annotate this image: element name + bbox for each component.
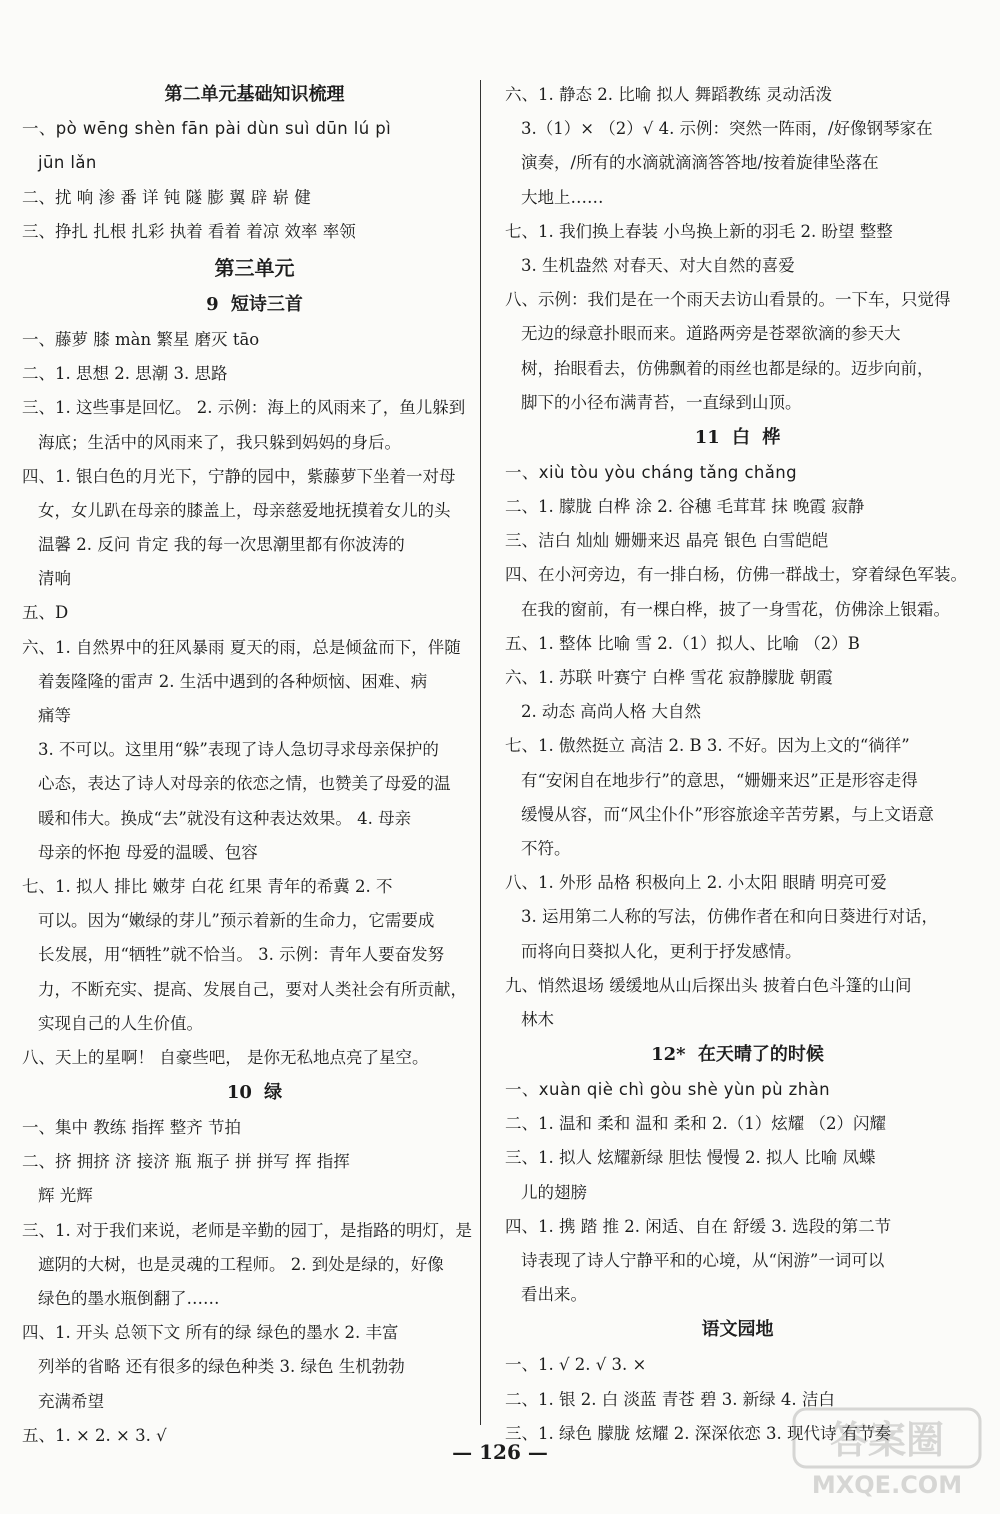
answer-line-continued: 长发展，用“牺牲”就不恰当。 3. 示例：青年人要奋发努 <box>38 945 445 965</box>
answer-line: 三、1. 这些事是回忆。 2. 示例：海上的风雨来了，鱼儿躲到 <box>22 398 466 418</box>
column-divider <box>480 80 481 1425</box>
answer-line-continued: 海底；生活中的风雨来了，我只躲到妈妈的身后。 <box>38 432 401 452</box>
section-title: 第二单元基础知识梳理 <box>164 84 345 105</box>
right-column <box>505 78 970 1451</box>
answer-line: 五、1. 整体 比喻 雪 2.（1）拟人、比喻 （2）B <box>505 633 860 653</box>
answer-line-continued: 充满希望 <box>38 1391 104 1411</box>
answer-line-continued: 绿色的墨水瓶倒翻了…… <box>38 1289 220 1308</box>
answer-line: 五、D <box>22 603 69 623</box>
answer-line-continued: 列举的省略 还有很多的绿色种类 3. 绿色 生机勃勃 <box>38 1357 405 1377</box>
answer-line: 四、1. 携 踏 推 2. 闲适、自在 舒缓 3. 选段的第二节 <box>505 1216 892 1236</box>
answer-line: 二、1. 思想 2. 思潮 3. 思路 <box>22 364 228 384</box>
answer-line-continued: 诗表现了诗人宁静平和的心境，从“闲游”一词可以 <box>521 1251 885 1270</box>
answer-line-continued: 实现自己的人生价值。 <box>38 1013 203 1033</box>
answer-line-continued: 母亲的怀抱 母爱的温暖、包容 <box>38 842 258 862</box>
answer-line-continued: 树，抬眼看去，仿佛飘着的雨丝也都是绿的。迈步向前， <box>521 358 934 378</box>
answer-line: 三、挣扎 扎根 扎彩 执着 看着 着凉 效率 率领 <box>22 221 356 241</box>
answer-line: 二、扰 响 渗 番 详 钝 隧 膨 翼 辟 崭 健 <box>22 187 311 207</box>
lesson-title: 9 短诗三首 <box>206 293 303 315</box>
answer-line: 八、1. 外形 品格 积极向上 2. 小太阳 眼睛 明亮可爱 <box>505 873 887 893</box>
answer-line-continued: 不符。 <box>521 838 571 858</box>
answer-line: 四、在小河旁边，有一排白杨，仿佛一群战士，穿着绿色军装。 <box>505 565 967 585</box>
answer-line: 八、天上的星啊！ 自豪些吧， 是你无私地点亮了星空。 <box>22 1047 429 1067</box>
answer-line-continued: 遮阴的大树，也是灵魂的工程师。 2. 到处是绿的，好像 <box>38 1254 444 1274</box>
answer-line-continued: 痛等 <box>38 706 71 725</box>
answer-line: 四、1. 银白色的月光下，宁静的园中，紫藤萝下坐着一对母 <box>22 466 456 486</box>
answer-line: 七、1. 拟人 排比 嫩芽 白花 红果 青年的希冀 2. 不 <box>22 876 393 896</box>
answer-line-continued: 3. 不可以。这里用“躲”表现了诗人急切寻求母亲保护的 <box>38 740 439 760</box>
answer-line: 一、藤萝 膝 màn 繁星 磨灭 tāo <box>22 329 260 349</box>
pinyin-line-continued: jūn lǎn <box>38 153 97 173</box>
answer-line-continued: 林木 <box>521 1009 554 1029</box>
answer-line: 四、1. 开头 总领下文 所有的绿 绿色的墨水 2. 丰富 <box>22 1323 399 1343</box>
answer-line-continued: 3.（1）× （2）√ 4. 示例：突然一阵雨，/好像钢琴家在 <box>521 119 933 139</box>
answer-line-continued: 2. 动态 高尚人格 大自然 <box>521 702 701 722</box>
answer-line: 六、1. 苏联 叶赛宁 白桦 雪花 寂静朦胧 朝霞 <box>505 668 833 687</box>
answer-line: 三、1. 绿色 朦胧 炫耀 2. 深深依恋 3. 现代诗 有节奏 <box>505 1423 892 1443</box>
answer-line: 八、示例：我们是在一个雨天去访山看景的。一下车，只觉得 <box>505 290 951 310</box>
lesson-title: 语文园地 <box>701 1319 774 1341</box>
watermark-bottom-text: MXQE.COM <box>811 1471 963 1499</box>
answer-line-continued: 心态，表达了诗人对母亲的依恋之情，也赞美了母爱的温 <box>38 774 451 794</box>
answer-line-continued: 脚下的小径布满青苔，一直绿到山顶。 <box>521 392 802 412</box>
answer-line: 六、1. 自然界中的狂风暴雨 夏天的雨，总是倾盆而下，伴随 <box>22 637 461 657</box>
answer-line-continued: 温馨 2. 反问 肯定 我的每一次思潮里都有你波涛的 <box>38 535 405 555</box>
pinyin-line: 一、xiù tòu yòu cháng tǎng chǎng <box>505 462 798 482</box>
answer-line-continued: 大地上…… <box>521 187 604 207</box>
watermark-logo <box>792 1405 982 1500</box>
answer-line-continued: 有“安闲自在地步行”的意思，“姗姗来迟”正是形容走得 <box>521 770 918 790</box>
pinyin-line: 一、xuàn qiè chì gòu shè yùn pù zhàn <box>505 1080 830 1100</box>
answer-line-continued: 暖和伟大。换成“去”就没有这种表达效果。 4. 母亲 <box>38 808 412 828</box>
left-column <box>22 78 487 1453</box>
answer-line: 二、1. 朦胧 白桦 涂 2. 谷穗 毛茸茸 抹 晚霞 寂静 <box>505 497 865 517</box>
answer-line: 二、1. 银 2. 白 淡蓝 青苍 碧 3. 新绿 4. 洁白 <box>505 1389 835 1409</box>
answer-line-continued: 3. 运用第二人称的写法，仿佛作者在和向日葵进行对话， <box>521 907 938 927</box>
answer-line: 二、1. 温和 柔和 温和 柔和 2.（1）炫耀 （2）闪耀 <box>505 1114 886 1134</box>
lesson-title: 11 白 桦 <box>694 426 781 448</box>
watermark-top-text: 答案圈 <box>829 1418 945 1462</box>
answer-line-continued: 而将向日葵拟人化，更利于抒发感情。 <box>521 941 802 961</box>
answer-line: 一、集中 教练 指挥 整齐 节拍 <box>22 1118 241 1138</box>
answer-line: 三、洁白 灿灿 姗姗来迟 晶亮 银色 白雪皑皑 <box>505 531 829 551</box>
answer-line-continued: 着轰隆隆的雷声 2. 生活中遇到的各种烦恼、困难、病 <box>38 671 428 691</box>
lesson-title: 10 绿 <box>226 1082 283 1104</box>
answer-line: 五、1. × 2. × 3. √ <box>22 1425 167 1445</box>
pinyin-line: 一、pò wēng shèn fān pài dùn suì dūn lú pì <box>22 119 392 139</box>
answer-line: 六、1. 静态 2. 比喻 拟人 舞蹈教练 灵动活泼 <box>505 85 832 104</box>
answer-line: 七、1. 我们换上春装 小鸟换上新的羽毛 2. 盼望 整整 <box>505 221 893 241</box>
watermark-icon <box>792 1405 982 1500</box>
answer-line-continued: 儿的翅膀 <box>521 1182 587 1202</box>
page-number: — 126 — <box>452 1440 548 1464</box>
answer-line-continued: 女，女儿趴在母亲的膝盖上，母亲慈爱地抚摸着女儿的头 <box>38 500 451 520</box>
answer-line-continued: 辉 光辉 <box>38 1186 93 1206</box>
answer-line: 九、悄然退场 缓缓地从山后探出头 披着白色斗篷的山间 <box>505 975 912 995</box>
lesson-title: 12* 在天晴了的时候 <box>651 1044 824 1066</box>
answer-line-continued: 可以。因为“嫩绿的芽儿”预示着新的生命力，它需要成 <box>38 911 435 931</box>
answer-line-continued: 在我的窗前，有一棵白桦，披了一身雪花，仿佛涂上银霜。 <box>521 599 950 619</box>
answer-line-continued: 缓慢从容，而“风尘仆仆”形容旅途辛苦劳累，与上文语意 <box>521 804 934 824</box>
answer-line: 二、挤 拥挤 济 接济 瓶 瓶子 拼 拼写 挥 指挥 <box>22 1152 350 1172</box>
answer-line: 七、1. 傲然挺立 高洁 2. B 3. 不好。因为上文的“徜徉” <box>505 736 910 756</box>
answer-line-continued: 无边的绿意扑眼而来。道路两旁是苍翠欲滴的参天大 <box>521 324 901 344</box>
answer-line-continued: 3. 生机盎然 对春天、对大自然的喜爱 <box>521 255 795 275</box>
unit-title: 第三单元 <box>214 255 295 280</box>
answer-line-continued: 力，不断充实、提高、发展自己，要对人类社会有所贡献， <box>38 979 467 999</box>
answer-line: 三、1. 对于我们来说，老师是辛勤的园丁，是指路的明灯，是 <box>22 1220 472 1240</box>
answer-line: 一、1. √ 2. √ 3. × <box>505 1355 647 1375</box>
answer-line-continued: 清响 <box>38 569 71 589</box>
answer-line-continued: 演奏，/所有的水滴就滴滴答答地/按着旋律坠落在 <box>521 153 879 173</box>
answer-line: 三、1. 拟人 炫耀新绿 胆怯 慢慢 2. 拟人 比喻 凤蝶 <box>505 1148 876 1168</box>
answer-line-continued: 看出来。 <box>521 1285 587 1305</box>
